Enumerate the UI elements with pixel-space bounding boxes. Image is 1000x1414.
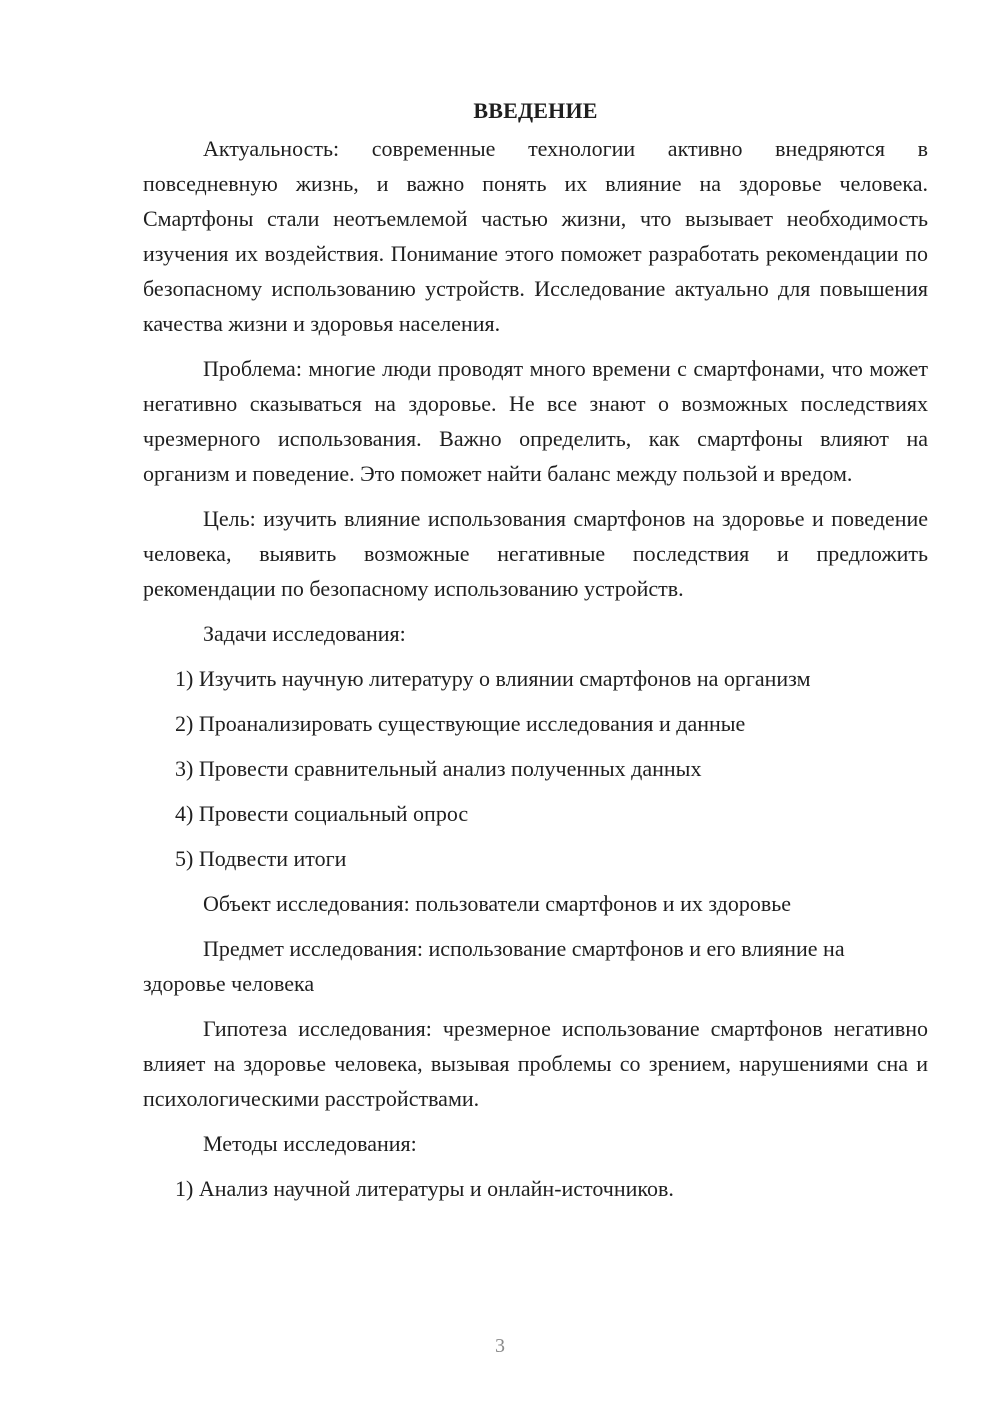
paragraph-relevance: Актуальность: современные технологии активно внедряются в повседневную жизнь, и важно понять их влияние на здоровье человека. Смартфоны стали неотъемлемой частью жизни, что вызывает необходимость изучения их воздействия. Понимание этого поможет разработать рекомендации по безопасному использованию устройств. Исследование актуально для повышения качества жизни и здоровья населения.	[143, 136, 928, 336]
methods-list	[143, 1171, 928, 1206]
paragraph-problem: Проблема: многие люди проводят много времени с смартфонами, что может негативно сказываться на здоровье. Не все знают о возможных последствиях чрезмерного использования. Важно определить, как смартфоны влияют на организм и поведение. Это поможет найти баланс между пользой и вредом.	[143, 356, 928, 486]
page-number: 3	[495, 1335, 505, 1357]
methods-heading: Методы исследования:	[203, 1131, 417, 1156]
method-item: 1) Анализ научной литературы и онлайн-источников.	[175, 1176, 674, 1201]
tasks-heading: Задачи исследования:	[203, 621, 406, 646]
task-item: 1) Изучить научную литературу о влиянии смартфонов на организм	[175, 666, 811, 691]
paragraph-hypothesis: Гипотеза исследования: чрезмерное использование смартфонов негативно влияет на здоровье человека, вызывая проблемы со зрением, нарушениями сна и психологическими расстройствами.	[143, 1016, 928, 1111]
document-page	[143, 95, 928, 1216]
paragraph-subject: Предмет исследования: использование смартфонов и его влияние на здоровье человека	[143, 936, 845, 996]
task-item: 4) Провести социальный опрос	[175, 801, 469, 826]
paragraph-object: Объект исследования: пользователи смартфонов и их здоровье	[203, 891, 792, 916]
task-item: 5) Подвести итоги	[175, 846, 347, 871]
section-title: ВВЕДЕНИЕ	[473, 98, 598, 123]
task-item: 2) Проанализировать существующие исследования и данные	[175, 711, 746, 736]
task-item: 3) Провести сравнительный анализ полученных данных	[175, 756, 702, 781]
paragraph-goal: Цель: изучить влияние использования смартфонов на здоровье и поведение человека, выявить возможные негативные последствия и предложить рекомендации по безопасному использованию устройств.	[143, 506, 928, 601]
tasks-list	[143, 661, 928, 876]
